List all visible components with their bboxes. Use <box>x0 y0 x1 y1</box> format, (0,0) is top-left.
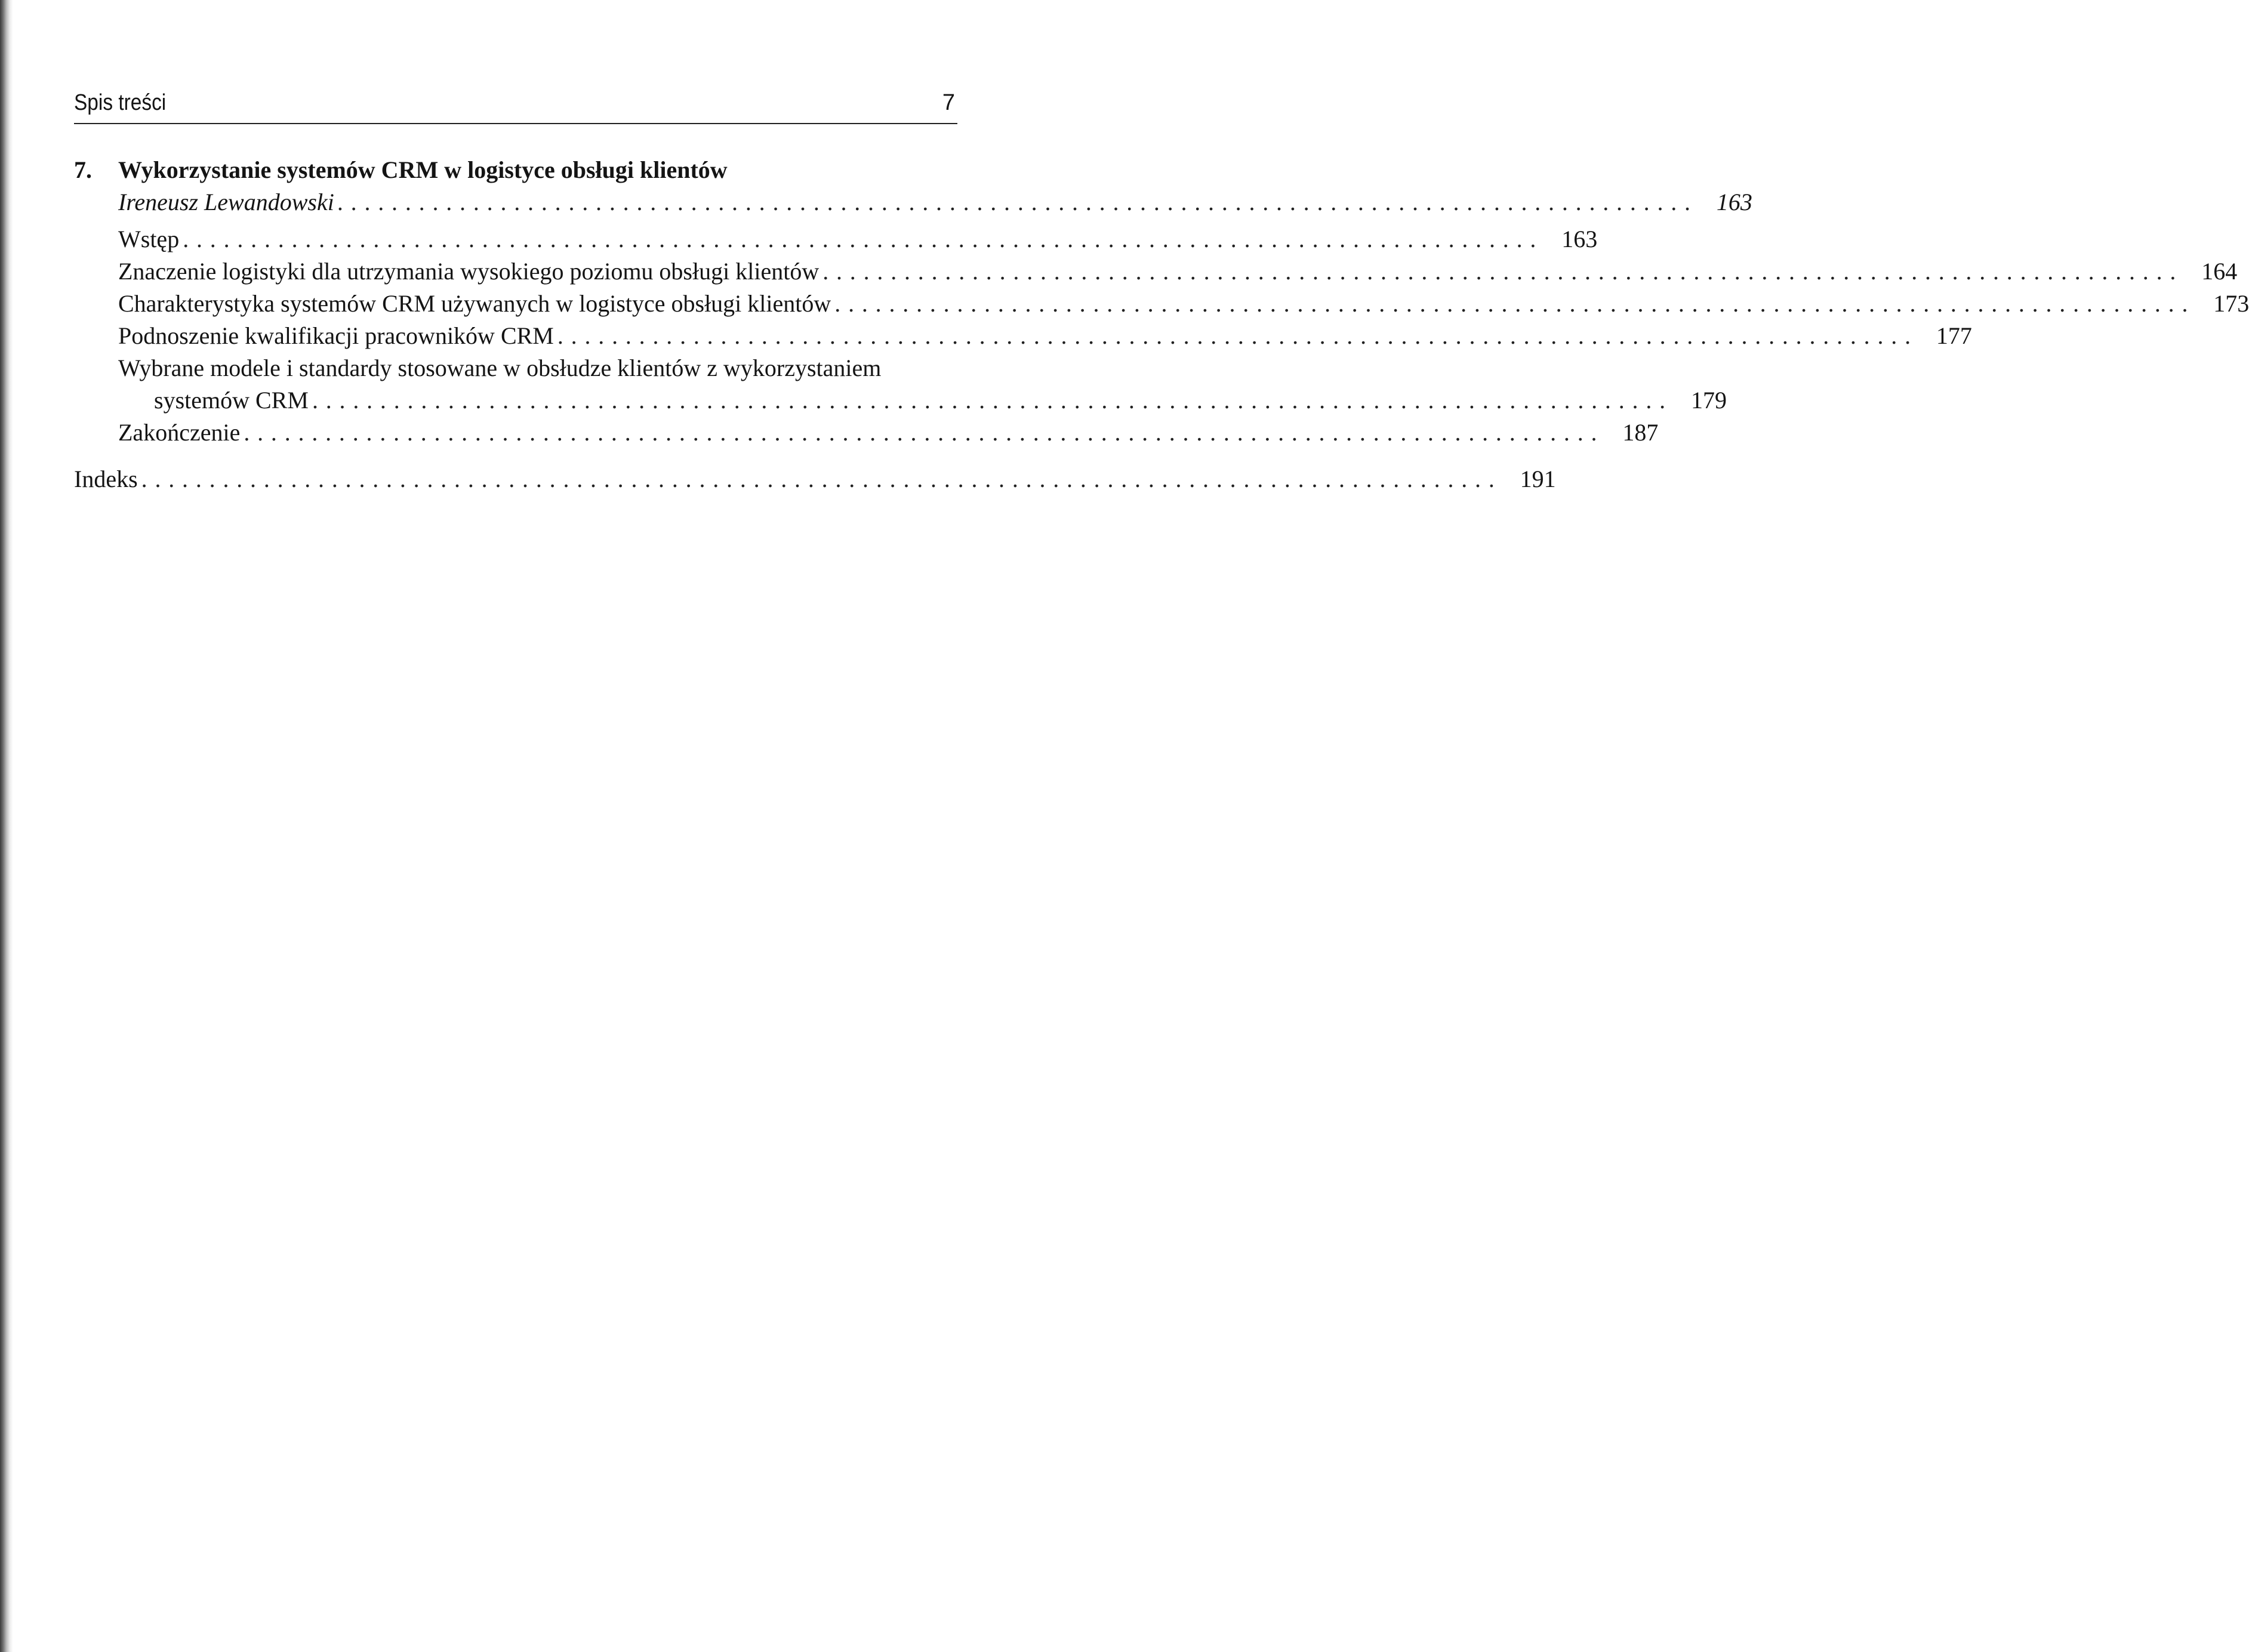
toc-page-number: 179 <box>1690 387 1727 414</box>
dot-leader: .................................................................................................... <box>337 189 1699 215</box>
table-of-contents <box>74 154 2249 495</box>
header-page-number: 7 <box>942 90 955 115</box>
dot-leader: .................................................................................................... <box>244 419 1605 446</box>
toc-page-number: 163 <box>1716 189 1752 215</box>
header-title: Spis treści <box>74 90 167 115</box>
toc-page-number: 164 <box>2201 258 2238 285</box>
toc-page-number: 173 <box>2213 290 2249 317</box>
chapter-heading <box>74 154 957 186</box>
toc-entry-title-line2: systemów CRM <box>154 387 309 414</box>
index-title: Indeks <box>74 466 138 492</box>
toc-entry-title: Zakończenie <box>118 419 241 446</box>
chapter-title: Wykorzystanie systemów CRM w logistyce obsługi klientów <box>118 156 728 183</box>
toc-page-number: 191 <box>1520 466 1556 492</box>
dot-leader: .................................................................................................... <box>312 387 1673 414</box>
dot-leader: .................................................................................................... <box>141 466 1502 492</box>
toc-entry-title: Wstęp <box>118 226 180 252</box>
chapter-author: Ireneusz Lewandowski <box>118 189 334 215</box>
toc-page-number: 163 <box>1561 226 1598 252</box>
dot-leader: .................................................................................................... <box>822 258 2184 285</box>
toc-entry-title-line1: Wybrane modele i standardy stosowane w obsłudze klientów z wykorzystaniem <box>118 355 882 381</box>
toc-entry <box>154 384 1727 417</box>
header-rule <box>74 123 957 124</box>
dot-leader: .................................................................................................... <box>834 290 2196 317</box>
toc-entry-title: Znaczenie logistyki dla utrzymania wysokiego poziomu obsługi klientów <box>118 258 820 285</box>
toc-entry <box>118 417 1659 449</box>
toc-entry-index <box>74 463 1556 495</box>
toc-page-number: 187 <box>1622 419 1659 446</box>
toc-entry-title: Podnoszenie kwalifikacji pracowników CRM <box>118 322 554 349</box>
running-header <box>74 88 957 124</box>
dot-leader: .................................................................................................... <box>557 322 1918 349</box>
dot-leader: .................................................................................................... <box>183 226 1544 252</box>
toc-entry <box>118 223 1598 255</box>
toc-entry-author <box>118 186 1752 218</box>
toc-entry <box>118 320 1972 352</box>
toc-entry <box>118 255 2238 288</box>
chapter-number: 7. <box>74 156 92 183</box>
toc-entry <box>118 288 2249 320</box>
book-spine-shadow <box>0 0 13 1652</box>
toc-page-number: 177 <box>1936 322 1972 349</box>
toc-entry-title: Charakterystyka systemów CRM używanych w logistyce obsługi klientów <box>118 290 831 317</box>
